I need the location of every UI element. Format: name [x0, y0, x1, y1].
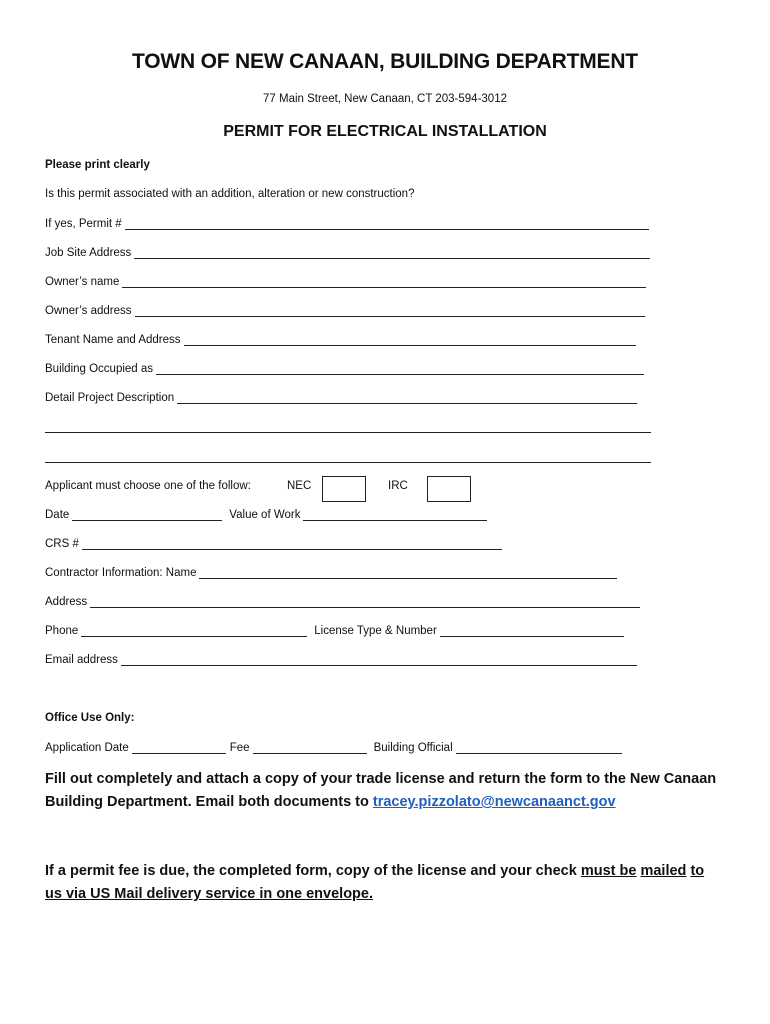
- crs-label: CRS #: [45, 538, 79, 550]
- job-site-field[interactable]: [45, 246, 650, 259]
- mail-text: If a permit fee is due, the completed form, copy of the license and your check: [45, 863, 577, 879]
- phone-field[interactable]: [45, 624, 624, 637]
- tenant-input[interactable]: [184, 333, 636, 346]
- description-field[interactable]: [45, 391, 637, 404]
- phone-label: Phone: [45, 625, 79, 637]
- owner-name-label: Owner’s name: [45, 276, 120, 288]
- email-field[interactable]: [45, 653, 637, 666]
- contractor-address-label: Address: [45, 596, 88, 608]
- email-link[interactable]: tracey.pizzolato@newcanaanct.gov: [372, 794, 616, 810]
- submission-instructions: [45, 768, 735, 814]
- mail-instructions: [45, 860, 705, 906]
- job-site-input[interactable]: [134, 246, 650, 259]
- email-label: Email address: [45, 654, 118, 666]
- tenant-label: Tenant Name and Address: [45, 334, 181, 346]
- mailed-text: mailed: [640, 863, 687, 879]
- fee-input[interactable]: [253, 741, 367, 754]
- irc-checkbox[interactable]: [427, 476, 471, 502]
- construction-question: Is this permit associated with an addition, alteration or new construction?: [45, 188, 415, 200]
- owner-address-label: Owner’s address: [45, 305, 132, 317]
- owner-address-input[interactable]: [135, 304, 645, 317]
- form-title: PERMIT FOR ELECTRICAL INSTALLATION: [223, 123, 547, 140]
- irc-label: IRC: [388, 480, 408, 492]
- official-label: Building Official: [373, 742, 453, 754]
- must-be-text: must be: [580, 863, 637, 879]
- occupied-input[interactable]: [156, 362, 644, 375]
- office-use-row[interactable]: [45, 741, 622, 754]
- document-title: TOWN OF NEW CANAAN, BUILDING DEPARTMENT: [132, 50, 638, 73]
- date-field[interactable]: [45, 508, 487, 521]
- value-input[interactable]: [303, 508, 487, 521]
- department-address: 77 Main Street, New Canaan, CT 203-594-3012: [263, 93, 507, 105]
- occupied-label: Building Occupied as: [45, 363, 154, 375]
- email-input[interactable]: [121, 653, 637, 666]
- permit-number-field[interactable]: [45, 217, 649, 230]
- description-line-2[interactable]: [45, 432, 651, 433]
- contractor-address-input[interactable]: [90, 595, 640, 608]
- tenant-field[interactable]: [45, 333, 636, 346]
- mail-rest-text: to us via US Mail delivery service in one envelope.: [45, 863, 705, 902]
- print-note: Please print clearly: [45, 159, 150, 171]
- owner-name-field[interactable]: [45, 275, 646, 288]
- code-choice-label: Applicant must choose one of the follow:: [45, 480, 251, 492]
- description-label: Detail Project Description: [45, 392, 175, 404]
- job-site-label: Job Site Address: [45, 247, 132, 259]
- date-input[interactable]: [72, 508, 222, 521]
- crs-field[interactable]: [45, 537, 502, 550]
- owner-address-field[interactable]: [45, 304, 645, 317]
- office-use-heading: Office Use Only:: [45, 712, 135, 724]
- contractor-name-input[interactable]: [199, 566, 617, 579]
- application-date-input[interactable]: [132, 741, 226, 754]
- permit-number-label: If yes, Permit #: [45, 218, 122, 230]
- occupied-field[interactable]: [45, 362, 644, 375]
- license-input[interactable]: [440, 624, 624, 637]
- contractor-address-field[interactable]: [45, 595, 640, 608]
- value-label: Value of Work: [229, 509, 301, 521]
- permit-number-input[interactable]: [125, 217, 649, 230]
- crs-input[interactable]: [82, 537, 502, 550]
- date-label: Date: [45, 509, 70, 521]
- contractor-name-label: Contractor Information: Name: [45, 567, 197, 579]
- owner-name-input[interactable]: [122, 275, 646, 288]
- contractor-name-field[interactable]: [45, 566, 617, 579]
- description-input[interactable]: [177, 391, 637, 404]
- nec-checkbox[interactable]: [322, 476, 366, 502]
- license-label: License Type & Number: [314, 625, 437, 637]
- instructions-text: Fill out completely and attach a copy of your trade license and return the form to the New Canaan Building Department. Email both documents to: [45, 771, 717, 810]
- official-input[interactable]: [456, 741, 622, 754]
- application-date-label: Application Date: [45, 742, 129, 754]
- description-line-3[interactable]: [45, 462, 651, 463]
- nec-label: NEC: [287, 480, 312, 492]
- phone-input[interactable]: [81, 624, 307, 637]
- fee-label: Fee: [229, 742, 250, 754]
